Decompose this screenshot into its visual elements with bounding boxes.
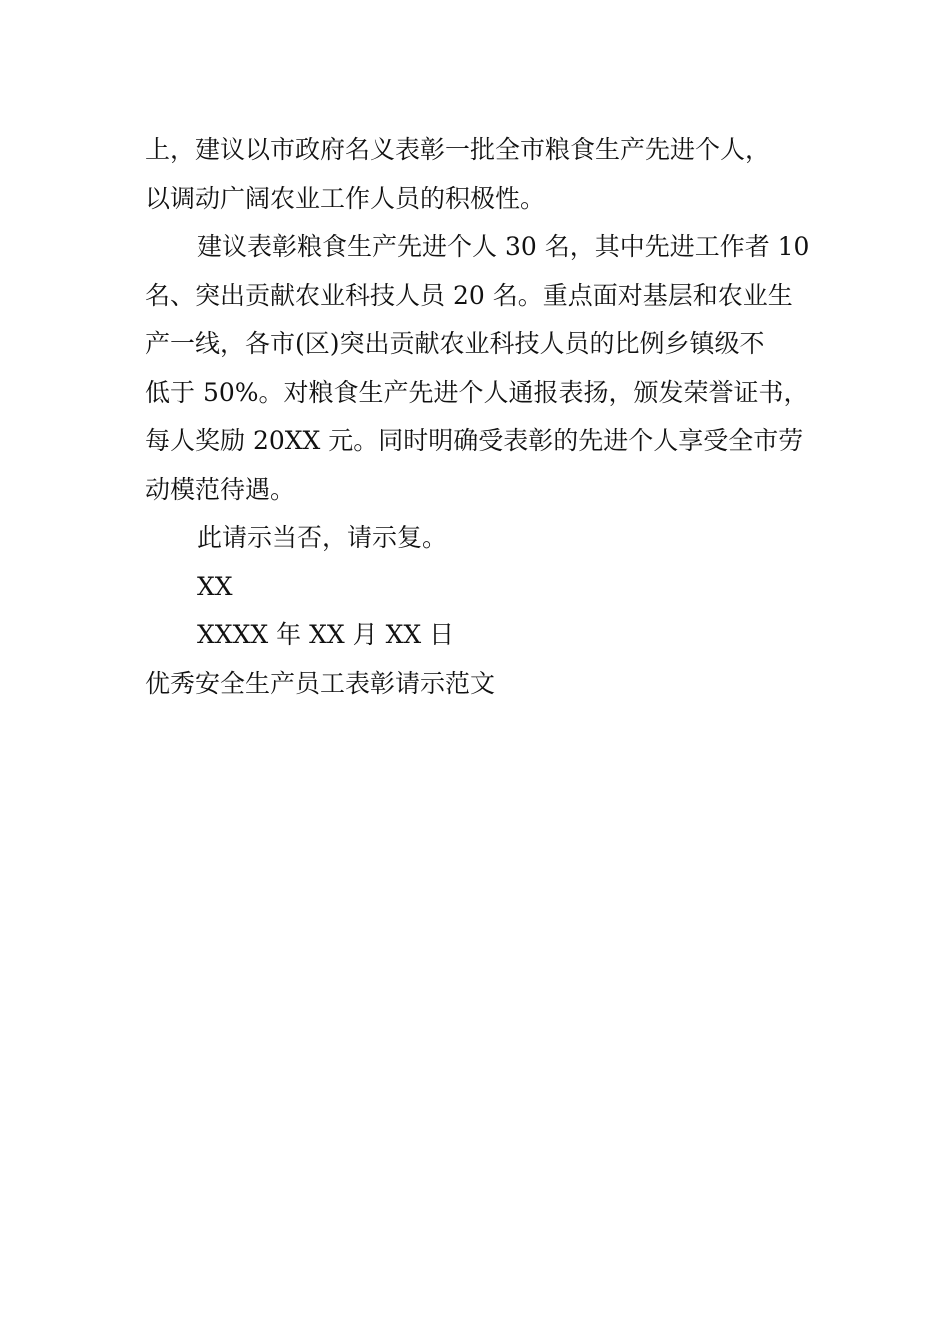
text-line: 产一线，各市(区)突出贡献农业科技人员的比例乡镇级不 (145, 329, 765, 358)
text-line: 动模范待遇。 (145, 474, 296, 504)
paragraph-proposal (145, 223, 810, 514)
text-line: 每人奖励 20XX 元。同时明确受表彰的先进个人享受全市劳 (145, 426, 804, 455)
document-date: XXXX 年 XX 月 XX 日 (197, 620, 455, 649)
text-line: 此请示当否，请示复。 (197, 523, 448, 552)
text-line: 低于 50%。对粮食生产先进个人通报表扬，颁发荣誉证书， (145, 377, 809, 407)
document-body (145, 126, 810, 708)
next-document-title: 优秀安全生产员工表彰请示范文 (145, 668, 496, 698)
paragraph-continuation (145, 126, 810, 223)
text-line: 名、突出贡献农业科技人员 20 名。重点面对基层和农业生 (145, 280, 793, 310)
text-line: 建议表彰粮食生产先进个人 30 名，其中先进工作者 10 (197, 232, 810, 261)
signature: XX (197, 571, 233, 601)
text-line: 以调动广阔农业工作人员的积极性。 (145, 183, 546, 213)
paragraph-closing (145, 514, 810, 563)
text-line: 上，建议以市政府名义表彰一批全市粮食生产先进个人， (145, 135, 771, 164)
